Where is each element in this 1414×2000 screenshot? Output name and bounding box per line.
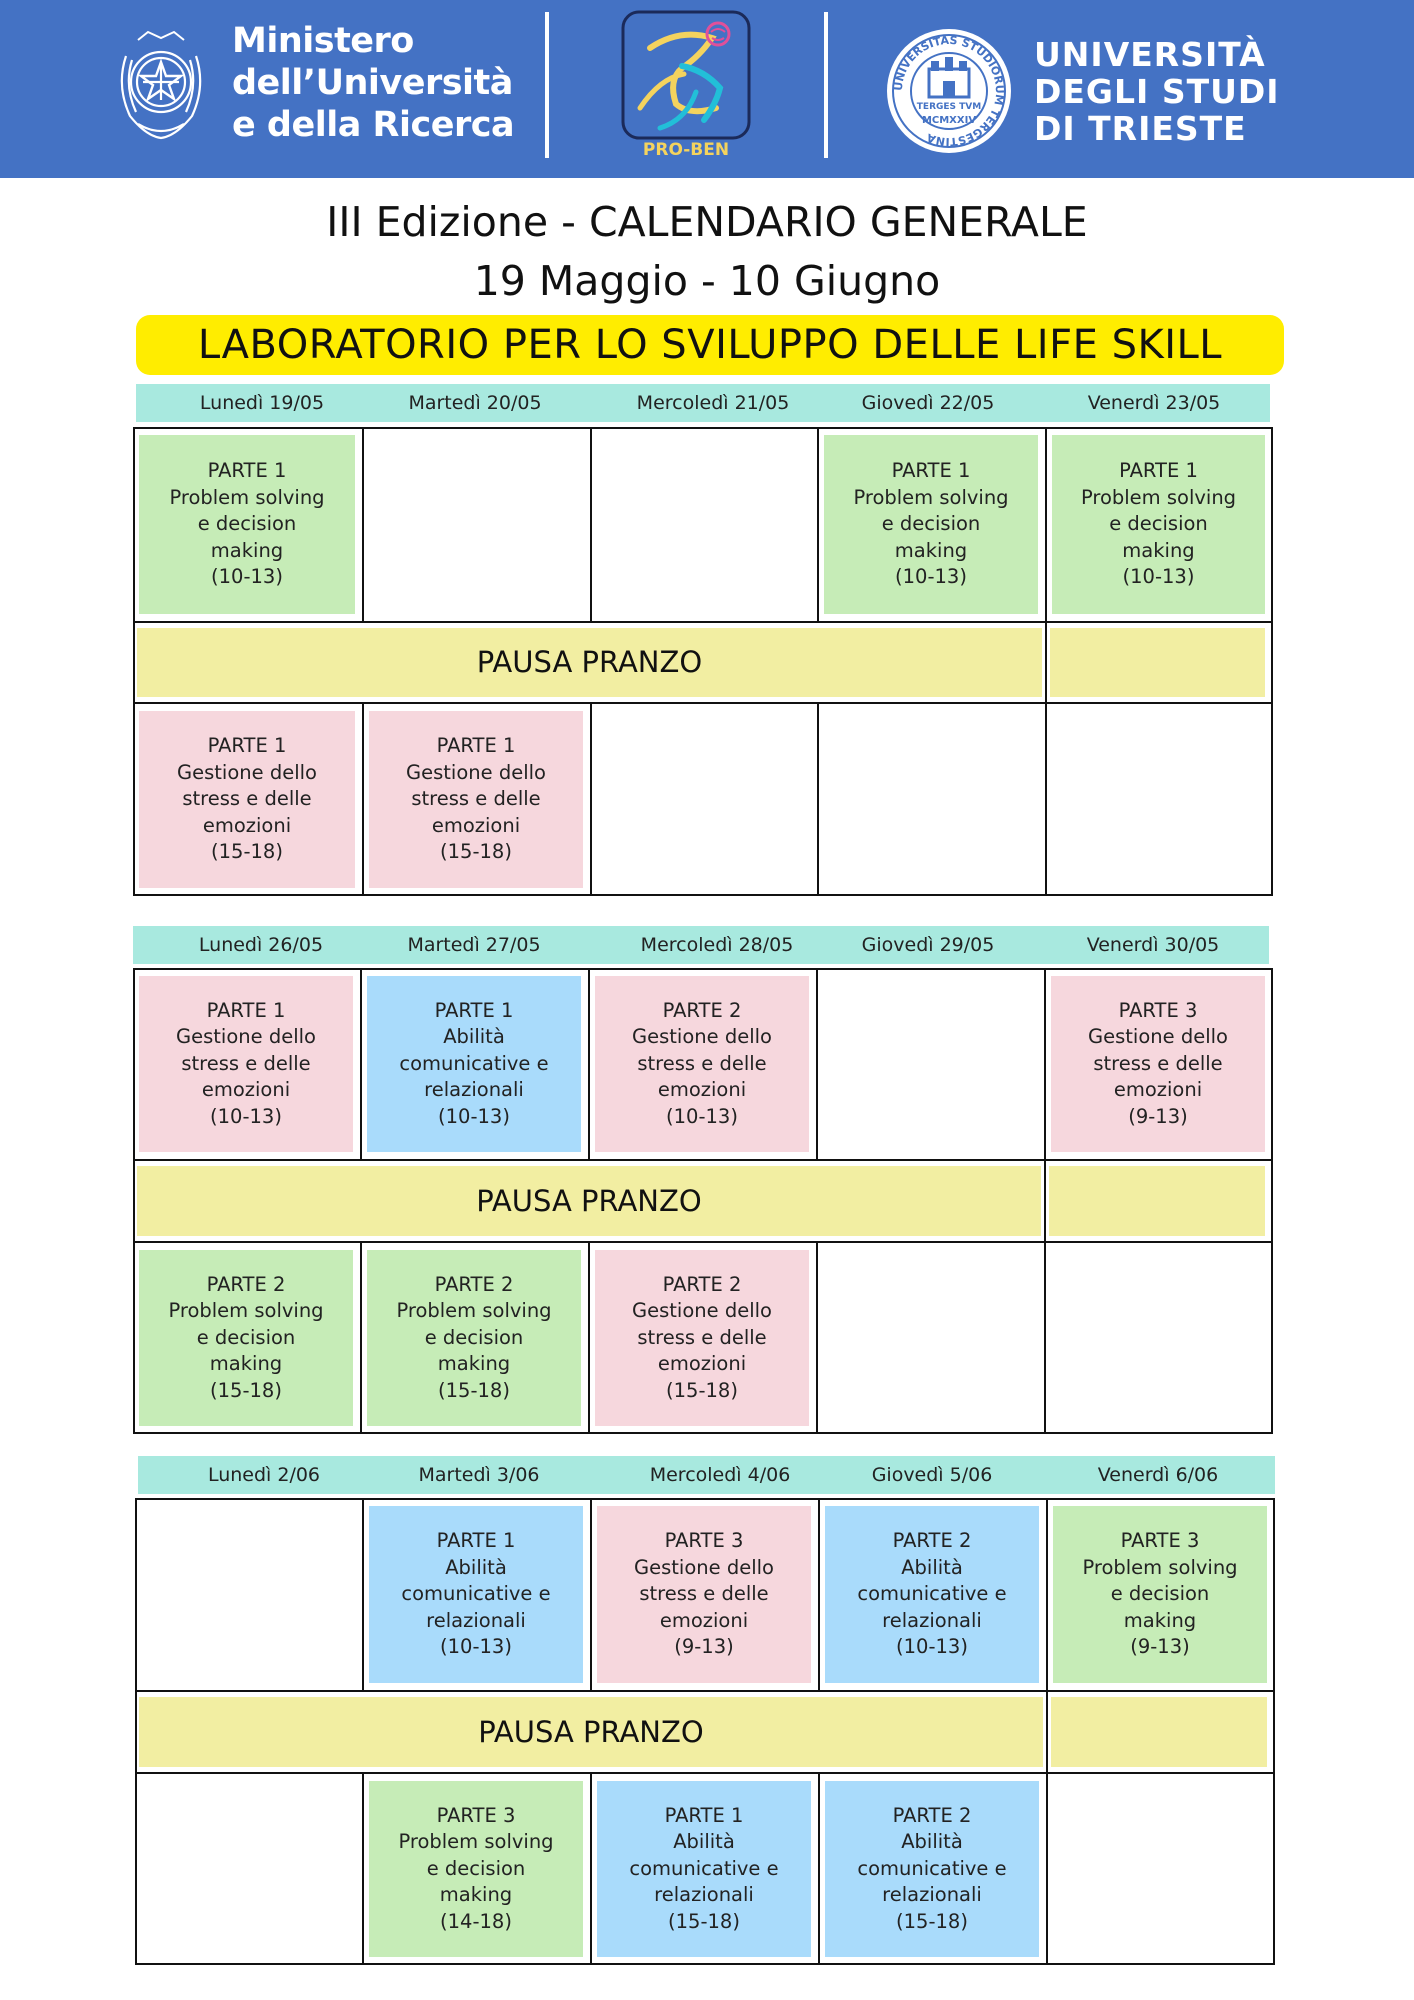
- grid-line: [360, 968, 362, 1160]
- session-cell: [367, 976, 581, 1152]
- session-text: e decision: [196, 1325, 296, 1349]
- session-text: stress e delle: [182, 787, 312, 811]
- session-text: relazionali: [882, 1608, 982, 1632]
- session-text: Gestione dello: [632, 1299, 772, 1323]
- session-text: e decision: [197, 512, 297, 536]
- session-text: (10-13): [666, 1104, 738, 1128]
- day-label: Mercoledì 28/05: [640, 934, 794, 956]
- session-part: PARTE 2: [662, 998, 742, 1022]
- session-text: (15-18): [211, 840, 283, 864]
- grid-line: [588, 1242, 590, 1434]
- date-range: 19 Maggio - 10 Giugno: [473, 257, 941, 305]
- session-text: (10-13): [896, 1635, 968, 1659]
- session-text: e decision: [426, 1856, 526, 1880]
- grid-line: [1046, 1773, 1048, 1965]
- session-text: (15-18): [210, 1378, 282, 1402]
- session-part: PARTE 2: [662, 1272, 742, 1296]
- grid-line: [590, 1773, 592, 1965]
- day-label: Mercoledì 21/05: [636, 392, 790, 414]
- grid-line: [1045, 427, 1047, 622]
- session-part: PARTE 1: [664, 1803, 744, 1827]
- grid-line: [590, 703, 592, 896]
- grid-line: [1046, 1691, 1048, 1773]
- session-cell: [1052, 435, 1265, 614]
- session-text: stress e delle: [1093, 1051, 1223, 1075]
- session-text: emozioni: [659, 1608, 749, 1632]
- session-text: making: [209, 1352, 283, 1376]
- session-text: Abilità: [445, 1555, 507, 1579]
- day-label: Mercoledì 4/06: [649, 1464, 791, 1486]
- session-text: e decision: [424, 1325, 524, 1349]
- session-text: Problem solving: [1080, 485, 1237, 509]
- session-text: e decision: [1110, 1582, 1210, 1606]
- session-text: comunicative e: [401, 1582, 551, 1606]
- seal-center-text: TERGES TVM: [916, 102, 982, 112]
- session-text: (14-18): [440, 1909, 512, 1933]
- session-text: (9-13): [674, 1635, 734, 1659]
- grid-line: [362, 1498, 364, 1691]
- grid-line: [590, 427, 592, 622]
- grid-line: [817, 427, 819, 622]
- day-label: Martedì 27/05: [407, 934, 541, 956]
- ministry-line-1: Ministero: [232, 21, 414, 61]
- day-label: Venerdì 6/06: [1097, 1464, 1219, 1486]
- session-text: Abilità: [901, 1555, 963, 1579]
- session-cell: [825, 1781, 1039, 1957]
- session-part: PARTE 2: [206, 1272, 286, 1296]
- seal-ring-text: UNIVERSITAS STUDIORUM TERGESTINA: [891, 33, 1007, 149]
- grid-line: [1045, 703, 1047, 896]
- session-text: Problem solving: [398, 1830, 554, 1854]
- session-part: PARTE 1: [436, 1529, 516, 1553]
- session-text: comunicative e: [857, 1856, 1007, 1880]
- session-part: PARTE 2: [434, 1272, 514, 1296]
- grid-line: [588, 968, 590, 1160]
- grid-line: [135, 1772, 1275, 1774]
- lunch-break-extension: [1051, 1697, 1267, 1767]
- session-cell: [1051, 976, 1265, 1152]
- grid-line: [1046, 1498, 1048, 1691]
- session-part: PARTE 2: [892, 1529, 972, 1553]
- session-text: emozioni: [657, 1352, 747, 1376]
- session-text: comunicative e: [629, 1856, 779, 1880]
- day-label: Giovedì 22/05: [861, 392, 995, 414]
- grid-line: [590, 1498, 592, 1691]
- grid-line: [818, 1773, 820, 1965]
- session-text: Gestione dello: [177, 760, 317, 784]
- day-label: Lunedì 2/06: [207, 1464, 321, 1486]
- session-text: Problem solving: [396, 1299, 552, 1323]
- session-text: (10-13): [211, 565, 283, 589]
- day-label: Martedì 20/05: [408, 392, 542, 414]
- session-part: PARTE 3: [1118, 998, 1198, 1022]
- session-cell: [369, 711, 583, 888]
- seal-year: MCMXXIV: [921, 115, 977, 126]
- grid-line: [133, 1241, 1273, 1243]
- session-cell: [139, 435, 355, 614]
- session-text: comunicative e: [399, 1051, 549, 1075]
- session-text: making: [1122, 538, 1195, 562]
- session-text: stress e delle: [639, 1582, 769, 1606]
- session-text: (9-13): [1128, 1104, 1188, 1128]
- session-text: emozioni: [202, 813, 292, 837]
- grid-line: [133, 1159, 1273, 1161]
- session-cell: [139, 711, 355, 888]
- page-title: III Edizione - CALENDARIO GENERALE: [326, 198, 1088, 246]
- session-text: comunicative e: [857, 1582, 1007, 1606]
- ministry-name: [232, 20, 514, 146]
- grid-line: [135, 1690, 1275, 1692]
- session-text: (15-18): [440, 840, 512, 864]
- day-label: Lunedì 26/05: [198, 934, 324, 956]
- session-part: PARTE 3: [664, 1529, 744, 1553]
- grid-line: [362, 427, 364, 622]
- session-text: (10-13): [1122, 565, 1195, 589]
- session-text: e decision: [881, 512, 981, 536]
- session-part: PARTE 3: [436, 1803, 516, 1827]
- session-cell: [824, 435, 1038, 614]
- session-text: Problem solving: [168, 1299, 324, 1323]
- session-text: emozioni: [431, 813, 521, 837]
- grid-line: [133, 621, 1273, 623]
- session-text: (10-13): [438, 1104, 510, 1128]
- session-cell: [825, 1506, 1039, 1683]
- session-text: relazionali: [426, 1608, 526, 1632]
- session-text: (10-13): [440, 1635, 512, 1659]
- session-text: stress e delle: [637, 1051, 767, 1075]
- header-divider: [824, 12, 828, 158]
- session-part: PARTE 2: [892, 1803, 972, 1827]
- session-text: (15-18): [666, 1378, 738, 1402]
- session-part: PARTE 1: [434, 998, 514, 1022]
- session-text: (10-13): [895, 565, 967, 589]
- session-text: (15-18): [438, 1378, 510, 1402]
- session-cell: [369, 1781, 583, 1957]
- ministry-line-3: e della Ricerca: [232, 105, 515, 145]
- session-part: PARTE 1: [891, 459, 971, 483]
- grid-line: [817, 703, 819, 896]
- grid-line: [816, 1242, 818, 1434]
- session-cell: [595, 1250, 809, 1426]
- grid-line: [1044, 968, 1046, 1160]
- session-text: (15-18): [896, 1909, 968, 1933]
- session-text: Gestione dello: [176, 1025, 316, 1049]
- university-line-2: DEGLI STUDI: [1034, 72, 1280, 111]
- session-cell: [595, 976, 809, 1152]
- day-label: Venerdì 23/05: [1087, 392, 1221, 414]
- grid-line: [818, 1498, 820, 1691]
- session-text: Abilità: [901, 1830, 963, 1854]
- grid-line: [362, 1773, 364, 1965]
- university-line-1: UNIVERSITÀ: [1034, 35, 1266, 74]
- session-text: Gestione dello: [632, 1025, 772, 1049]
- session-text: stress e delle: [637, 1325, 767, 1349]
- session-part: PARTE 1: [207, 734, 287, 758]
- day-header-row: [133, 926, 1269, 964]
- university-seal-icon: [885, 27, 1013, 155]
- session-part: PARTE 1: [207, 459, 287, 483]
- lunch-break-extension: [1050, 628, 1265, 697]
- session-text: emozioni: [657, 1078, 747, 1102]
- day-header-row: [136, 384, 1270, 422]
- day-label: Martedì 3/06: [418, 1464, 540, 1486]
- session-text: Gestione dello: [1088, 1025, 1228, 1049]
- session-part: PARTE 3: [1120, 1529, 1200, 1553]
- session-text: making: [439, 1883, 513, 1907]
- lunch-break: PAUSA PRANZO: [139, 1697, 1043, 1767]
- grid-line: [362, 703, 364, 896]
- session-text: Abilità: [443, 1025, 505, 1049]
- session-cell: [139, 976, 353, 1152]
- session-text: relazionali: [654, 1883, 754, 1907]
- session-text: relazionali: [882, 1883, 982, 1907]
- session-text: making: [437, 1352, 511, 1376]
- grid-line: [1044, 1160, 1046, 1242]
- session-cell: [139, 1250, 353, 1426]
- day-label: Venerdì 30/05: [1086, 934, 1220, 956]
- session-cell: [369, 1506, 583, 1683]
- header-divider: [545, 12, 549, 158]
- grid-line: [816, 968, 818, 1160]
- session-text: emozioni: [201, 1078, 291, 1102]
- session-cell: [1053, 1506, 1267, 1683]
- ministry-line-2: dell’Università: [232, 63, 513, 103]
- grid-line: [133, 702, 1273, 704]
- session-text: Problem solving: [169, 485, 325, 509]
- grid-line: [1045, 622, 1047, 703]
- session-text: making: [210, 538, 284, 562]
- italian-republic-emblem-icon: [108, 26, 214, 144]
- session-text: stress e delle: [411, 787, 541, 811]
- session-part: PARTE 1: [1119, 459, 1198, 483]
- grid-line: [360, 1242, 362, 1434]
- lunch-break: PAUSA PRANZO: [137, 1166, 1041, 1236]
- university-line-3: DI TRIESTE: [1034, 109, 1247, 148]
- session-text: Gestione dello: [406, 760, 546, 784]
- proben-label: PRO-BEN: [642, 140, 730, 160]
- session-part: PARTE 1: [436, 734, 516, 758]
- session-text: making: [894, 538, 968, 562]
- session-text: Problem solving: [853, 485, 1009, 509]
- lunch-break-extension: [1049, 1166, 1265, 1236]
- session-text: making: [1123, 1608, 1197, 1632]
- session-text: relazionali: [424, 1078, 524, 1102]
- lab-banner: LABORATORIO PER LO SVILUPPO DELLE LIFE SKILL: [136, 315, 1284, 375]
- header-bar: [0, 0, 1414, 178]
- session-text: Abilità: [673, 1830, 735, 1854]
- session-text: (15-18): [668, 1909, 740, 1933]
- session-cell: [597, 1781, 811, 1957]
- session-text: emozioni: [1113, 1078, 1203, 1102]
- day-header-row: [138, 1456, 1275, 1494]
- university-name: [1034, 36, 1280, 147]
- session-text: (10-13): [210, 1104, 282, 1128]
- day-label: Giovedì 29/05: [861, 934, 995, 956]
- session-text: (9-13): [1130, 1635, 1190, 1659]
- session-text: Problem solving: [1082, 1555, 1238, 1579]
- grid-line: [1044, 1242, 1046, 1434]
- session-text: Gestione dello: [634, 1555, 774, 1579]
- day-label: Lunedì 19/05: [199, 392, 325, 414]
- session-text: stress e delle: [181, 1051, 311, 1075]
- day-label: Giovedì 5/06: [871, 1464, 993, 1486]
- session-cell: [367, 1250, 581, 1426]
- session-text: e decision: [1109, 512, 1208, 536]
- session-part: PARTE 1: [206, 998, 286, 1022]
- session-cell: [597, 1506, 811, 1683]
- lunch-break: PAUSA PRANZO: [137, 628, 1042, 697]
